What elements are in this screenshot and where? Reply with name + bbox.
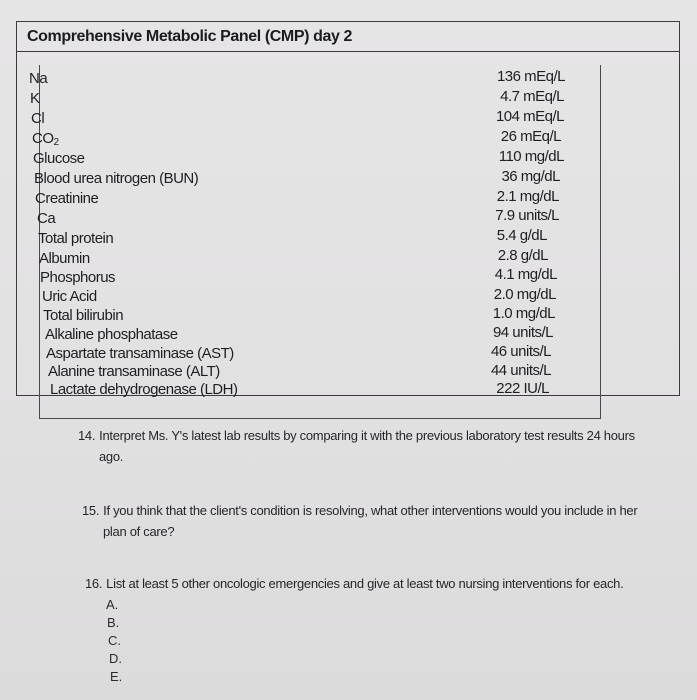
lab-value: 110 mg/dL xyxy=(498,148,564,165)
lab-name: Ca xyxy=(37,210,56,227)
lab-name: Phosphorus xyxy=(40,269,116,286)
table-title: Comprehensive Metabolic Panel (CMP) day 2 xyxy=(27,28,353,45)
lab-name: Cl xyxy=(31,110,45,127)
question-text-line1: If you think that the client's condition is resolving, what other interventions would you include in her xyxy=(103,503,638,518)
lab-name: Alkaline phosphatase xyxy=(45,326,178,343)
lab-value: 104 mEq/L xyxy=(495,108,564,125)
question-16 xyxy=(85,573,685,594)
question-number: 14. xyxy=(78,428,96,443)
lab-name: Blood urea nitrogen (BUN) xyxy=(34,170,199,187)
lab-name: Albumin xyxy=(39,250,90,267)
lab-name: Total bilirubin xyxy=(43,307,124,324)
question-15 xyxy=(82,500,682,542)
answer-option-c: C. xyxy=(108,633,121,648)
lab-name: K xyxy=(30,90,40,107)
lab-value: 7.9 units/L xyxy=(495,207,559,224)
question-number: 16. xyxy=(85,576,103,591)
co2-subscript: 2 xyxy=(53,137,59,148)
lab-name: Glucose xyxy=(33,150,85,167)
answer-option-e: E. xyxy=(110,669,123,684)
lab-value: 2.1 mg/dL xyxy=(496,188,559,205)
question-text-line1: List at least 5 other oncologic emergencies and give at least two nursing interventions for each. xyxy=(106,576,624,591)
co2-label: CO xyxy=(32,130,54,147)
lab-name: Lactate dehydrogenase (LDH) xyxy=(50,381,238,398)
answer-option-d: D. xyxy=(109,651,122,666)
lab-value: 94 units/L xyxy=(492,324,553,341)
lab-name: Creatinine xyxy=(35,190,99,207)
lab-value: 44 units/L xyxy=(490,362,551,379)
answer-option-a: A. xyxy=(106,597,119,612)
lab-results-table xyxy=(16,21,680,396)
answer-option-b: B. xyxy=(107,615,120,630)
lab-value: 136 mEq/L xyxy=(496,68,565,85)
lab-value: 1.0 mg/dL xyxy=(492,305,555,322)
lab-name: Total protein xyxy=(38,230,114,247)
lab-value: 222 IU/L xyxy=(496,380,549,397)
lab-value: 26 mEq/L xyxy=(500,128,561,145)
lab-value: 4.1 mg/dL xyxy=(494,266,557,283)
question-text-line2: ago. xyxy=(99,449,124,464)
lab-name: Uric Acid xyxy=(42,288,97,305)
question-text-line1: Interpret Ms. Y's latest lab results by comparing it with the previous laboratory test results 24 hours xyxy=(99,428,635,443)
lab-value: 5.4 g/dL xyxy=(496,227,547,244)
lab-value: 46 units/L xyxy=(490,343,551,360)
lab-value: 2.8 g/dL xyxy=(497,247,548,264)
question-text-line2: plan of care? xyxy=(103,524,175,539)
lab-name: Alanine transaminase (ALT) xyxy=(48,363,220,380)
question-14 xyxy=(78,425,678,467)
lab-name: Na xyxy=(29,70,48,87)
title-divider xyxy=(17,51,679,52)
lab-value: 36 mg/dL xyxy=(501,168,560,185)
lab-value: 2.0 mg/dL xyxy=(493,286,556,303)
lab-name: Aspartate transaminase (AST) xyxy=(46,345,234,362)
question-number: 15. xyxy=(82,503,100,518)
lab-name xyxy=(32,130,59,151)
lab-value: 4.7 mEq/L xyxy=(500,88,564,105)
